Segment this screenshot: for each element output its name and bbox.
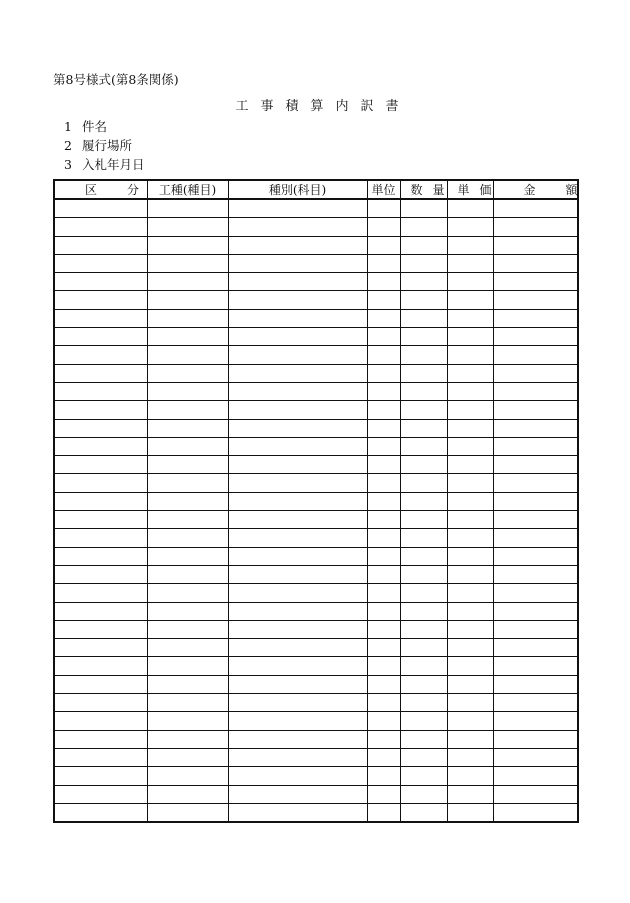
column-header-quantity: 数量 bbox=[400, 180, 447, 199]
table-row bbox=[54, 346, 578, 364]
field-number: 3 bbox=[64, 157, 72, 172]
cell-unit-price bbox=[447, 657, 493, 675]
cell-sub-type bbox=[228, 437, 367, 455]
cell-unit bbox=[367, 748, 400, 766]
cell-unit-price bbox=[447, 199, 493, 218]
cell-unit-price bbox=[447, 309, 493, 327]
cell-unit-price bbox=[447, 437, 493, 455]
cell-work-type bbox=[147, 456, 228, 474]
cell-amount bbox=[493, 328, 578, 346]
cell-unit bbox=[367, 346, 400, 364]
cell-unit-price bbox=[447, 456, 493, 474]
cell-amount bbox=[493, 529, 578, 547]
cell-sub-type bbox=[228, 602, 367, 620]
cell-unit bbox=[367, 785, 400, 803]
cell-amount bbox=[493, 273, 578, 291]
cell-amount bbox=[493, 382, 578, 400]
cell-amount bbox=[493, 236, 578, 254]
column-header-unit: 単位 bbox=[367, 180, 400, 199]
cell-unit-price bbox=[447, 785, 493, 803]
cell-category bbox=[54, 401, 147, 419]
cell-sub-type bbox=[228, 785, 367, 803]
cell-amount bbox=[493, 767, 578, 785]
cell-amount bbox=[493, 748, 578, 766]
cell-work-type bbox=[147, 364, 228, 382]
cell-sub-type bbox=[228, 565, 367, 583]
cell-category bbox=[54, 547, 147, 565]
table-header-row bbox=[54, 180, 578, 199]
cell-quantity bbox=[400, 364, 447, 382]
cell-unit-price bbox=[447, 273, 493, 291]
cell-category bbox=[54, 565, 147, 583]
cell-quantity bbox=[400, 730, 447, 748]
cell-unit bbox=[367, 474, 400, 492]
estimate-table bbox=[53, 179, 608, 823]
cell-unit bbox=[367, 437, 400, 455]
cell-unit-price bbox=[447, 419, 493, 437]
cell-work-type bbox=[147, 639, 228, 657]
cell-work-type bbox=[147, 492, 228, 510]
cell-sub-type bbox=[228, 529, 367, 547]
cell-category bbox=[54, 529, 147, 547]
cell-category bbox=[54, 767, 147, 785]
cell-amount bbox=[493, 364, 578, 382]
cell-amount bbox=[493, 565, 578, 583]
cell-quantity bbox=[400, 401, 447, 419]
cell-quantity bbox=[400, 346, 447, 364]
cell-category bbox=[54, 730, 147, 748]
cell-unit bbox=[367, 694, 400, 712]
cell-category bbox=[54, 364, 147, 382]
cell-sub-type bbox=[228, 657, 367, 675]
field-location bbox=[64, 136, 145, 155]
field-bid-date bbox=[64, 155, 145, 174]
cell-unit-price bbox=[447, 803, 493, 822]
form-number: 第8号様式(第8条関係) bbox=[53, 72, 179, 87]
cell-quantity bbox=[400, 547, 447, 565]
header-fields bbox=[64, 117, 145, 174]
cell-unit-price bbox=[447, 236, 493, 254]
table-row bbox=[54, 511, 578, 529]
cell-quantity bbox=[400, 602, 447, 620]
cell-work-type bbox=[147, 730, 228, 748]
table-row bbox=[54, 218, 578, 236]
cell-unit bbox=[367, 511, 400, 529]
cell-category bbox=[54, 456, 147, 474]
table-row bbox=[54, 236, 578, 254]
cell-work-type bbox=[147, 291, 228, 309]
cell-quantity bbox=[400, 254, 447, 272]
cell-amount bbox=[493, 474, 578, 492]
cell-quantity bbox=[400, 456, 447, 474]
cell-amount bbox=[493, 657, 578, 675]
cell-quantity bbox=[400, 199, 447, 218]
table-row bbox=[54, 419, 578, 437]
table-row bbox=[54, 199, 578, 218]
table-row bbox=[54, 456, 578, 474]
table-row bbox=[54, 547, 578, 565]
cell-category bbox=[54, 309, 147, 327]
cell-category bbox=[54, 382, 147, 400]
cell-unit bbox=[367, 529, 400, 547]
table-row bbox=[54, 474, 578, 492]
cell-amount bbox=[493, 694, 578, 712]
cell-amount bbox=[493, 602, 578, 620]
field-label: 入札年月日 bbox=[82, 157, 145, 172]
cell-unit-price bbox=[447, 767, 493, 785]
cell-category bbox=[54, 712, 147, 730]
table-row bbox=[54, 492, 578, 510]
cell-unit-price bbox=[447, 346, 493, 364]
cell-unit bbox=[367, 364, 400, 382]
cell-unit-price bbox=[447, 218, 493, 236]
table-row bbox=[54, 529, 578, 547]
cell-unit bbox=[367, 602, 400, 620]
cell-quantity bbox=[400, 657, 447, 675]
table-row bbox=[54, 254, 578, 272]
cell-sub-type bbox=[228, 584, 367, 602]
cell-unit-price bbox=[447, 730, 493, 748]
cell-category bbox=[54, 748, 147, 766]
table-row bbox=[54, 657, 578, 675]
cell-quantity bbox=[400, 492, 447, 510]
cell-quantity bbox=[400, 620, 447, 638]
cell-unit bbox=[367, 803, 400, 822]
cell-unit bbox=[367, 712, 400, 730]
cell-quantity bbox=[400, 382, 447, 400]
cell-unit-price bbox=[447, 529, 493, 547]
cell-category bbox=[54, 785, 147, 803]
cell-amount bbox=[493, 291, 578, 309]
cell-quantity bbox=[400, 694, 447, 712]
cell-category bbox=[54, 236, 147, 254]
cell-category bbox=[54, 346, 147, 364]
cell-sub-type bbox=[228, 547, 367, 565]
cell-sub-type bbox=[228, 401, 367, 419]
column-header-unit-price: 単価 bbox=[447, 180, 493, 199]
cell-category bbox=[54, 218, 147, 236]
table-row bbox=[54, 675, 578, 693]
cell-quantity bbox=[400, 675, 447, 693]
cell-sub-type bbox=[228, 273, 367, 291]
column-header-category: 区分 bbox=[54, 180, 147, 199]
cell-amount bbox=[493, 309, 578, 327]
cell-work-type bbox=[147, 419, 228, 437]
cell-work-type bbox=[147, 199, 228, 218]
cell-quantity bbox=[400, 474, 447, 492]
cell-unit bbox=[367, 675, 400, 693]
cell-unit-price bbox=[447, 565, 493, 583]
cell-category bbox=[54, 254, 147, 272]
cell-amount bbox=[493, 584, 578, 602]
cell-amount bbox=[493, 456, 578, 474]
cell-unit-price bbox=[447, 584, 493, 602]
cell-work-type bbox=[147, 401, 228, 419]
cell-sub-type bbox=[228, 328, 367, 346]
cell-amount bbox=[493, 218, 578, 236]
cell-unit bbox=[367, 547, 400, 565]
cell-unit bbox=[367, 657, 400, 675]
table-row bbox=[54, 328, 578, 346]
cell-quantity bbox=[400, 328, 447, 346]
cell-sub-type bbox=[228, 309, 367, 327]
cell-category bbox=[54, 273, 147, 291]
table-row bbox=[54, 382, 578, 400]
table-row bbox=[54, 309, 578, 327]
cell-unit-price bbox=[447, 382, 493, 400]
cell-sub-type bbox=[228, 236, 367, 254]
cell-sub-type bbox=[228, 199, 367, 218]
cell-work-type bbox=[147, 657, 228, 675]
cell-unit bbox=[367, 273, 400, 291]
cell-sub-type bbox=[228, 511, 367, 529]
cell-quantity bbox=[400, 309, 447, 327]
cell-amount bbox=[493, 620, 578, 638]
cell-unit-price bbox=[447, 547, 493, 565]
cell-unit-price bbox=[447, 401, 493, 419]
cell-unit bbox=[367, 254, 400, 272]
cell-sub-type bbox=[228, 694, 367, 712]
cell-unit bbox=[367, 236, 400, 254]
cell-work-type bbox=[147, 785, 228, 803]
cell-sub-type bbox=[228, 456, 367, 474]
table-row bbox=[54, 620, 578, 638]
cell-category bbox=[54, 803, 147, 822]
cell-quantity bbox=[400, 419, 447, 437]
cell-amount bbox=[493, 712, 578, 730]
cell-quantity bbox=[400, 712, 447, 730]
cell-amount bbox=[493, 492, 578, 510]
cell-work-type bbox=[147, 748, 228, 766]
cell-unit bbox=[367, 584, 400, 602]
cell-quantity bbox=[400, 236, 447, 254]
cell-amount bbox=[493, 675, 578, 693]
cell-category bbox=[54, 474, 147, 492]
table-row bbox=[54, 639, 578, 657]
cell-unit-price bbox=[447, 694, 493, 712]
cell-unit-price bbox=[447, 675, 493, 693]
cell-category bbox=[54, 620, 147, 638]
cell-amount bbox=[493, 785, 578, 803]
cell-quantity bbox=[400, 584, 447, 602]
field-subject bbox=[64, 117, 145, 136]
cell-unit-price bbox=[447, 328, 493, 346]
cell-unit bbox=[367, 218, 400, 236]
table-row bbox=[54, 584, 578, 602]
field-label: 件名 bbox=[82, 119, 108, 134]
table-row bbox=[54, 602, 578, 620]
column-header-sub-type: 種別(科目) bbox=[228, 180, 367, 199]
cell-quantity bbox=[400, 803, 447, 822]
cell-work-type bbox=[147, 767, 228, 785]
cell-sub-type bbox=[228, 803, 367, 822]
cell-sub-type bbox=[228, 492, 367, 510]
cell-unit bbox=[367, 401, 400, 419]
cell-unit bbox=[367, 767, 400, 785]
cell-sub-type bbox=[228, 712, 367, 730]
cell-unit bbox=[367, 492, 400, 510]
cell-quantity bbox=[400, 767, 447, 785]
cell-unit bbox=[367, 565, 400, 583]
cell-work-type bbox=[147, 620, 228, 638]
cell-category bbox=[54, 199, 147, 218]
table-row bbox=[54, 803, 578, 822]
cell-unit bbox=[367, 620, 400, 638]
cell-sub-type bbox=[228, 382, 367, 400]
document-title: 工事積算内訳書 bbox=[235, 99, 411, 114]
cell-amount bbox=[493, 803, 578, 822]
cell-amount bbox=[493, 419, 578, 437]
cell-unit bbox=[367, 309, 400, 327]
cell-unit-price bbox=[447, 364, 493, 382]
table-row bbox=[54, 401, 578, 419]
table-body bbox=[54, 199, 578, 822]
cell-work-type bbox=[147, 694, 228, 712]
table-row bbox=[54, 730, 578, 748]
table-row bbox=[54, 712, 578, 730]
cell-sub-type bbox=[228, 639, 367, 657]
cell-amount bbox=[493, 730, 578, 748]
cell-unit bbox=[367, 328, 400, 346]
cell-amount bbox=[493, 401, 578, 419]
field-number: 1 bbox=[64, 119, 72, 134]
cell-unit-price bbox=[447, 254, 493, 272]
cell-sub-type bbox=[228, 291, 367, 309]
cell-quantity bbox=[400, 291, 447, 309]
cell-sub-type bbox=[228, 730, 367, 748]
cell-quantity bbox=[400, 273, 447, 291]
cell-work-type bbox=[147, 803, 228, 822]
cell-unit-price bbox=[447, 492, 493, 510]
table-row bbox=[54, 785, 578, 803]
cell-work-type bbox=[147, 547, 228, 565]
cell-work-type bbox=[147, 328, 228, 346]
cell-sub-type bbox=[228, 767, 367, 785]
cell-work-type bbox=[147, 511, 228, 529]
cell-work-type bbox=[147, 382, 228, 400]
cell-quantity bbox=[400, 437, 447, 455]
table-row bbox=[54, 748, 578, 766]
field-label: 履行場所 bbox=[82, 138, 133, 153]
cell-category bbox=[54, 328, 147, 346]
field-number: 2 bbox=[64, 138, 72, 153]
table-row bbox=[54, 291, 578, 309]
cell-quantity bbox=[400, 218, 447, 236]
cell-amount bbox=[493, 346, 578, 364]
cell-amount bbox=[493, 254, 578, 272]
cell-work-type bbox=[147, 254, 228, 272]
cell-quantity bbox=[400, 565, 447, 583]
cell-category bbox=[54, 511, 147, 529]
cell-unit-price bbox=[447, 602, 493, 620]
cell-work-type bbox=[147, 218, 228, 236]
cell-quantity bbox=[400, 529, 447, 547]
cell-work-type bbox=[147, 602, 228, 620]
cell-unit bbox=[367, 639, 400, 657]
cell-work-type bbox=[147, 474, 228, 492]
cell-amount bbox=[493, 639, 578, 657]
cell-work-type bbox=[147, 437, 228, 455]
cell-unit bbox=[367, 730, 400, 748]
table-row bbox=[54, 694, 578, 712]
cell-category bbox=[54, 437, 147, 455]
cell-amount bbox=[493, 199, 578, 218]
cell-unit bbox=[367, 456, 400, 474]
cell-amount bbox=[493, 511, 578, 529]
cell-category bbox=[54, 675, 147, 693]
cell-quantity bbox=[400, 785, 447, 803]
cell-work-type bbox=[147, 712, 228, 730]
table-row bbox=[54, 364, 578, 382]
cell-unit bbox=[367, 419, 400, 437]
cell-work-type bbox=[147, 273, 228, 291]
cell-sub-type bbox=[228, 675, 367, 693]
cell-category bbox=[54, 419, 147, 437]
cell-unit-price bbox=[447, 712, 493, 730]
cell-amount bbox=[493, 547, 578, 565]
cell-unit bbox=[367, 382, 400, 400]
cell-unit-price bbox=[447, 511, 493, 529]
cell-category bbox=[54, 694, 147, 712]
cell-work-type bbox=[147, 675, 228, 693]
cell-sub-type bbox=[228, 474, 367, 492]
cell-sub-type bbox=[228, 364, 367, 382]
cell-category bbox=[54, 291, 147, 309]
cell-quantity bbox=[400, 511, 447, 529]
table-row bbox=[54, 767, 578, 785]
cell-category bbox=[54, 657, 147, 675]
cell-category bbox=[54, 584, 147, 602]
cell-work-type bbox=[147, 584, 228, 602]
cell-work-type bbox=[147, 529, 228, 547]
cell-unit-price bbox=[447, 291, 493, 309]
cell-sub-type bbox=[228, 419, 367, 437]
table-row bbox=[54, 273, 578, 291]
cell-sub-type bbox=[228, 748, 367, 766]
cell-unit bbox=[367, 199, 400, 218]
cell-work-type bbox=[147, 565, 228, 583]
cell-category bbox=[54, 602, 147, 620]
cell-unit-price bbox=[447, 620, 493, 638]
cell-category bbox=[54, 639, 147, 657]
cell-amount bbox=[493, 437, 578, 455]
cell-unit-price bbox=[447, 748, 493, 766]
table-row bbox=[54, 565, 578, 583]
cell-unit-price bbox=[447, 474, 493, 492]
cell-work-type bbox=[147, 346, 228, 364]
cell-sub-type bbox=[228, 346, 367, 364]
cell-quantity bbox=[400, 748, 447, 766]
column-header-work-type: 工種(種目) bbox=[147, 180, 228, 199]
table-row bbox=[54, 437, 578, 455]
cell-sub-type bbox=[228, 620, 367, 638]
column-header-amount: 金額 bbox=[493, 180, 578, 199]
cell-unit-price bbox=[447, 639, 493, 657]
cell-sub-type bbox=[228, 218, 367, 236]
cell-unit bbox=[367, 291, 400, 309]
cell-work-type bbox=[147, 309, 228, 327]
cell-category bbox=[54, 492, 147, 510]
cell-work-type bbox=[147, 236, 228, 254]
cell-quantity bbox=[400, 639, 447, 657]
cell-sub-type bbox=[228, 254, 367, 272]
